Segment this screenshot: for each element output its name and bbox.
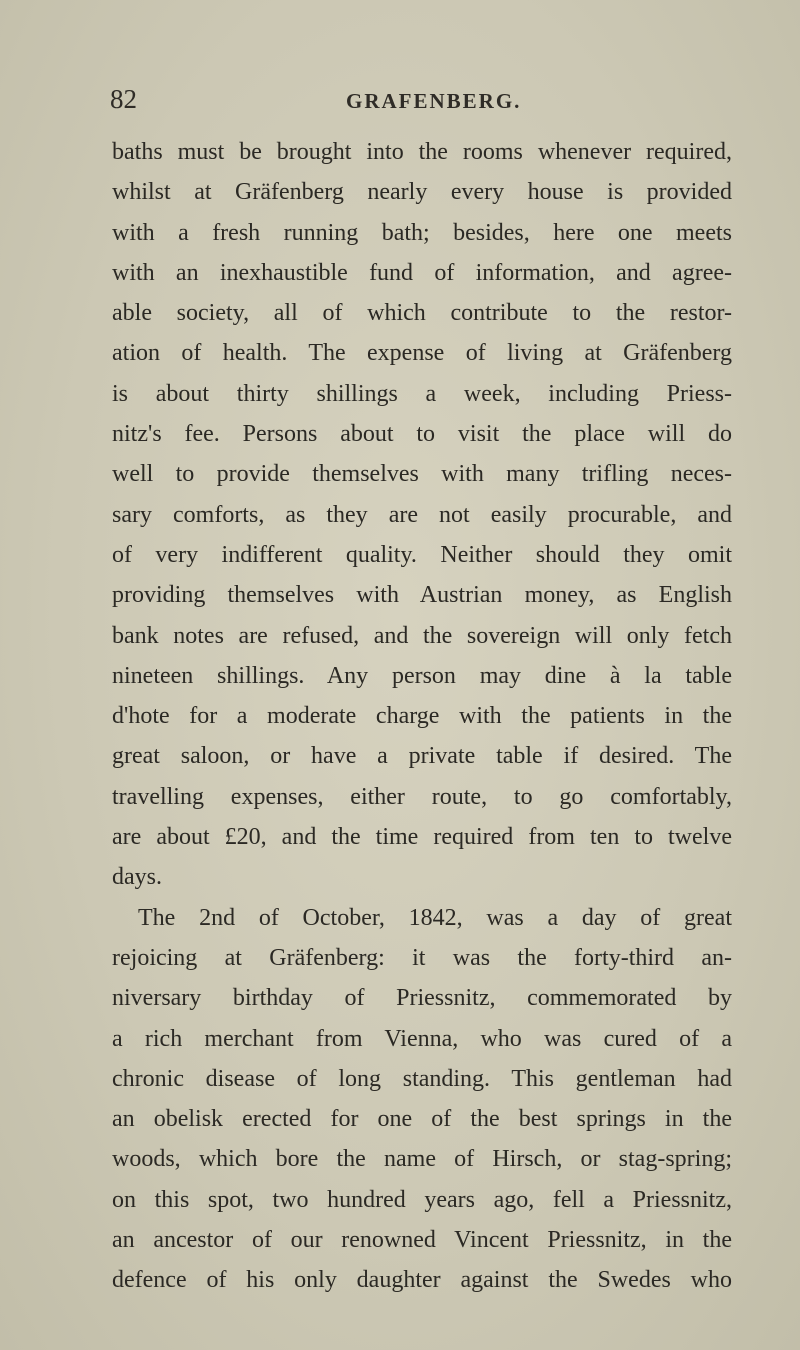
text-line: The 2nd of October, 1842, was a day of great [138, 904, 732, 931]
text-line: whilst at Gräfenberg nearly every house is provided [112, 179, 732, 206]
text-line: d'hote for a moderate charge with the patients in the [112, 703, 732, 730]
text-line: well to provide themselves with many trifling neces- [112, 461, 732, 488]
text-line: ation of health. The expense of living at Gräfenberg [112, 340, 732, 367]
text-line: of very indifferent quality. Neither should they omit [112, 541, 732, 568]
text-line: great saloon, or have a private table if desired. The [112, 743, 732, 770]
header-title: GRAFENBERG. [346, 89, 522, 113]
text-line: is about thirty shillings a week, including Priess- [112, 380, 732, 407]
text-line: on this spot, two hundred years ago, fell a Priessnitz, [112, 1186, 732, 1213]
text-line: bank notes are refused, and the sovereign will only fetch [112, 622, 732, 649]
text-line: are about £20, and the time required from ten to twelve [112, 824, 732, 851]
text-line: days. [112, 864, 162, 891]
text-line: travelling expenses, either route, to go comfortably, [112, 783, 732, 810]
text-line: an obelisk erected for one of the best springs in the [112, 1106, 732, 1133]
text-line: chronic disease of long standing. This gentleman had [112, 1065, 732, 1092]
text-line: rejoicing at Gräfenberg: it was the forty-third an- [112, 944, 732, 971]
text-line: with a fresh running bath; besides, here one meets [112, 219, 732, 246]
text-line: a rich merchant from Vienna, who was cured of a [112, 1025, 732, 1052]
text-line: nitz's fee. Persons about to visit the place will do [112, 421, 732, 448]
text-line: nineteen shillings. Any person may dine à la table [112, 662, 732, 689]
text-line: niversary birthday of Priessnitz, commemorated by [112, 985, 732, 1012]
running-head [110, 82, 730, 116]
text-line: with an inexhaustible fund of information, and agree- [112, 259, 732, 286]
body-text [112, 132, 732, 1301]
text-line: able society, all of which contribute to the restor- [112, 300, 732, 327]
text-line: woods, which bore the name of Hirsch, or stag-spring; [112, 1146, 732, 1173]
page-number: 82 [110, 84, 137, 114]
text-line: providing themselves with Austrian money, as English [112, 582, 732, 609]
text-line: an ancestor of our renowned Vincent Priessnitz, in the [112, 1227, 732, 1254]
text-line: sary comforts, as they are not easily procurable, and [112, 501, 732, 528]
text-line: baths must be brought into the rooms whenever required, [112, 139, 732, 165]
text-line: defence of his only daughter against the Swedes who [112, 1267, 732, 1294]
